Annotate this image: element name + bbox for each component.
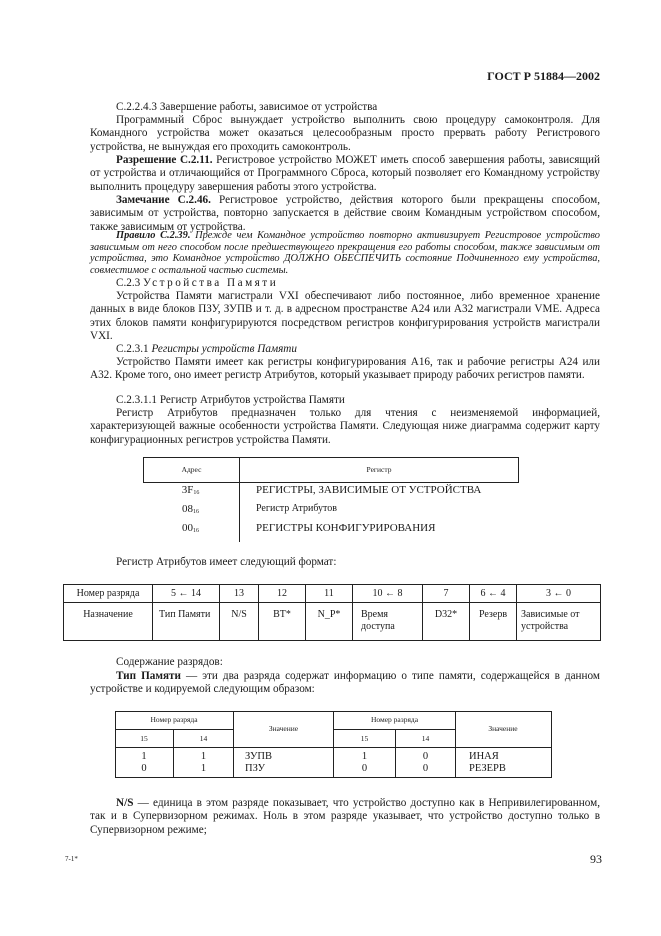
section-c231-title: Регистры устройств Памяти	[151, 343, 297, 355]
format-head-cell: 10 ← 8	[353, 585, 423, 603]
section-c231-number: С.2.3.1	[116, 343, 149, 355]
format-value-cell: Зависимые от устройства	[517, 603, 601, 641]
register-map-col-address: Адрес	[181, 465, 202, 474]
permission-text: Регистровое устройство МОЖЕТ иметь способ завершения работы, зависящий от устройства и отличающийся от Программного Сброса, который позволяет его Командному устройству выполнить процедуру завершения работы этого устройства.	[90, 154, 600, 193]
coding-value-header-left: Значение	[268, 724, 299, 733]
format-value-cell: BT*	[259, 603, 306, 641]
coding-cell: 0	[422, 763, 429, 774]
rule-text: Прежде чем Командное устройство повторно активизирует Регистровое устройство зависимым от него способом после предшествующего прекращения его работы способом, также зависимым от устройства, это Командное устройство ДОЛЖНО ОБЕСПЕЧИТЬ состояние Подчиненного ему устройства, совместимое с остальной частью системы.	[90, 230, 600, 276]
format-value-cell: D32*	[423, 603, 470, 641]
format-head-cell: 13	[220, 585, 259, 603]
coding-bit14-header-left: 14	[199, 734, 208, 743]
coding-value-header-right: Значение	[488, 724, 518, 733]
coding-cell: 0	[361, 763, 368, 774]
format-head-cell: 12	[259, 585, 306, 603]
format-value-cell: N_P*	[306, 603, 353, 641]
remark-label: Замечание С.2.46.	[116, 194, 211, 206]
coding-cell: ПЗУ	[245, 763, 266, 774]
remark-c246	[90, 194, 600, 234]
ns-bit-description	[90, 797, 600, 837]
format-head-cell: 7	[423, 585, 470, 603]
register-map-addr-row-1: $3F_{16}$	[181, 484, 200, 496]
format-value-cell: Резерв	[470, 603, 517, 641]
rule-c239	[90, 230, 600, 276]
register-map-col-register: Регистр	[366, 465, 392, 474]
coding-cell: ИНАЯ	[469, 751, 499, 762]
paragraph-format: Регистр Атрибутов имеет следующий формат:	[116, 556, 337, 568]
ns-label: N/S	[116, 797, 134, 809]
format-head-cell: 3 ← 0	[517, 585, 601, 603]
attribute-format-table	[63, 584, 601, 641]
permission-c211	[90, 154, 600, 194]
coding-cell: 0	[141, 763, 147, 774]
register-map-addr-row-3: $00_{16}$	[182, 522, 199, 534]
coding-bit14-header-right: 14	[421, 734, 430, 743]
rule-label: Правило С.2.39.	[116, 230, 191, 241]
coding-cell: 1	[361, 751, 368, 762]
format-head-cell: 11	[306, 585, 353, 603]
document-header: ГОСТ Р 51884—2002	[487, 69, 600, 83]
memory-type-label: Тип Памяти	[116, 670, 181, 682]
permission-label: Разрешение С.2.11.	[116, 154, 213, 166]
coding-bit15-header-right: 15	[360, 734, 369, 743]
section-c23-heading	[90, 277, 600, 290]
coding-bits-header-right: Номер разряда	[370, 715, 419, 724]
format-head-cell: 6 ← 4	[470, 585, 517, 603]
memory-type-description	[90, 670, 600, 697]
register-map-reg-row-1: РЕГИСТРЫ, ЗАВИСИМЫЕ ОТ УСТРОЙСТВА	[256, 484, 482, 496]
section-c231-heading	[90, 343, 600, 356]
coding-cell: 0	[422, 751, 429, 762]
coding-cell: 1	[200, 763, 207, 774]
memory-type-coding-table	[115, 711, 552, 778]
section-c23-title: Устройства Памяти	[143, 277, 279, 289]
register-map-table	[143, 457, 519, 542]
format-value-cell: Тип Памяти	[153, 603, 220, 641]
register-map-header-row	[143, 457, 519, 483]
format-header-row	[64, 585, 601, 603]
bit-contents-heading: Содержание разрядов:	[116, 656, 223, 668]
coding-cell: РЕЗЕРВ	[469, 763, 506, 774]
format-value-cell: N/S	[220, 603, 259, 641]
coding-cell: 1	[141, 751, 147, 762]
coding-cell: ЗУПВ	[245, 751, 273, 762]
format-value-row	[64, 603, 601, 641]
paragraph-software-reset: Программный Сброс вынуждает устройство выполнить свою процедуру самоконтроля. Для Командного устройства может оказаться целесообразным просто прервать работу Регистрового устройства, не вынуждая его проходить самоконтроль.	[90, 114, 600, 153]
section-c2311-title: С.2.3.1.1 Регистр Атрибутов устройства Памяти	[116, 394, 345, 406]
memory-type-text: — эти два разряда содержат информацию о типе памяти, содержащейся в данном устройстве и кодируемой следующим образом:	[90, 670, 600, 696]
page-number: 93	[590, 852, 602, 866]
format-head-cell: 5 ← 14	[153, 585, 220, 603]
coding-cell: 1	[200, 751, 207, 762]
section-c2243-title: С.2.2.4.3 Завершение работы, зависимое от устройства	[116, 101, 378, 113]
ns-text: — единица в этом разряде показывает, что устройство доступно как в Непривилегированном, так и в Супервизорном режимах. Ноль в этом разряде указывает, что устройство доступно только в Супервизорном режиме;	[90, 797, 600, 836]
register-map-addr-row-2: $08_{16}$	[182, 503, 199, 515]
paragraph-attribute-register: Регистр Атрибутов предназначен только для чтения с неизменяемой информацией, характеризующей важные особенности устройства Памяти. Следующая ниже диаграмма содержит карту конфигурационных регистров устройства Памяти.	[90, 407, 600, 446]
format-value-cell: Назначение	[64, 603, 153, 641]
paragraph-memory-devices: Устройства Памяти магистрали VXI обеспечивают либо постоянное, либо временное хранение данных в виде блоков ПЗУ, ЗУПВ и т. д. в адресном пространстве А24 или А32 магистрали VME. Адреса этих блоков памяти конфигурируются посредством регистров конфигурирования устройств магистрали VXI.	[90, 290, 600, 343]
coding-bit15-header-left: 15	[140, 734, 148, 743]
register-map-reg-row-3: РЕГИСТРЫ КОНФИГУРИРОВАНИЯ	[256, 522, 436, 534]
register-map-reg-row-2: Регистр Атрибутов	[256, 503, 337, 514]
format-head-cell: Номер разряда	[64, 585, 153, 603]
remark-text: Регистровое устройство, действия которого были прекращены способом, зависимым от устройства, повторно запускается в действие своим Командным устройством способом, также зависимым от устройства.	[90, 194, 600, 233]
paragraph-memory-registers: Устройство Памяти имеет как регистры конфигурирования А16, так и рабочие регистры А24 или А32. Кроме того, оно имеет регистр Атрибутов, который указывает природу рабочих регистров памяти.	[90, 356, 600, 382]
coding-bits-header-left: Номер разряда	[150, 715, 198, 724]
print-signature: 7-1*	[65, 855, 78, 863]
format-value-cell: Время доступа	[353, 603, 423, 641]
section-c23-number: С.2.3	[116, 277, 141, 289]
